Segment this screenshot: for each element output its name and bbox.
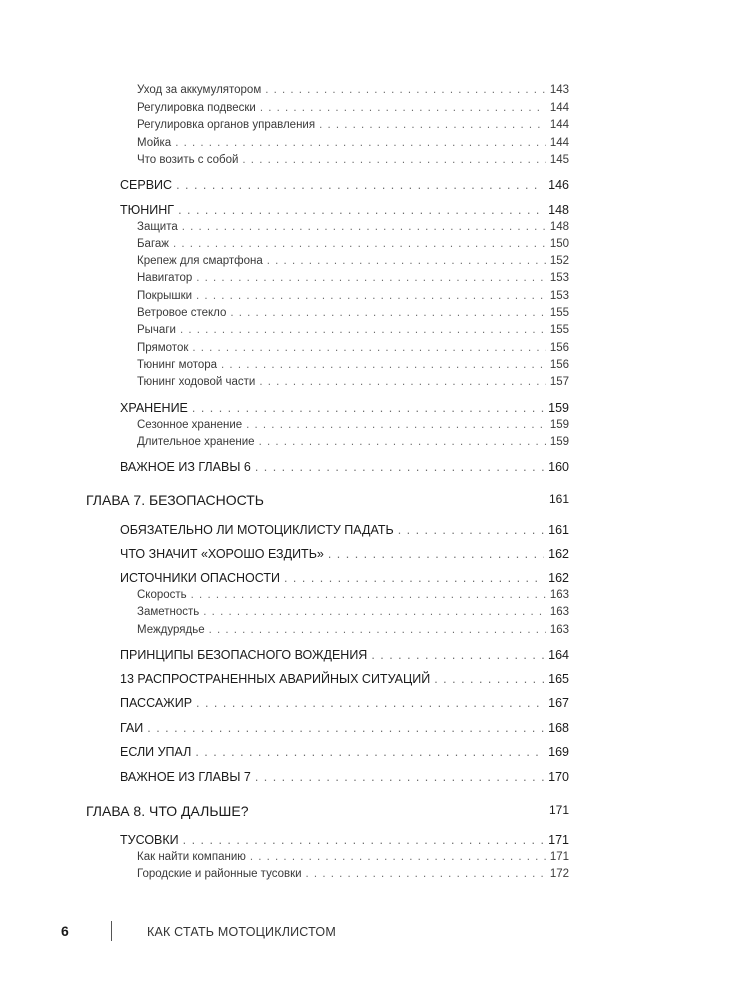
toc-entry[interactable] bbox=[137, 437, 569, 449]
toc-entry-title: Сезонное хранение bbox=[137, 419, 243, 431]
dot-leader bbox=[267, 256, 546, 268]
toc-entry-title: Длительное хранение bbox=[137, 436, 255, 448]
dot-leader bbox=[180, 325, 546, 337]
dot-leader bbox=[255, 461, 544, 474]
toc-section-page: 148 bbox=[548, 203, 569, 217]
toc-section[interactable] bbox=[120, 746, 569, 759]
toc-entry-title: Покрышки bbox=[137, 290, 193, 302]
toc-section[interactable] bbox=[120, 402, 569, 415]
toc-section-title: 13 РАСПРОСТРАНЕННЫХ АВАРИЙНЫХ СИТУАЦИЙ bbox=[120, 672, 431, 686]
toc-chapter[interactable] bbox=[86, 804, 569, 818]
toc-section-title: ТЮНИНГ bbox=[120, 203, 175, 217]
toc-entry[interactable] bbox=[137, 852, 569, 864]
toc-section[interactable] bbox=[120, 697, 569, 710]
toc-section-title: ЧТО ЗНАЧИТ «ХОРОШО ЕЗДИТЬ» bbox=[120, 547, 324, 561]
toc-entry[interactable] bbox=[137, 590, 569, 602]
toc-entry-page: 152 bbox=[549, 255, 569, 267]
dot-leader bbox=[175, 138, 546, 150]
dot-leader bbox=[398, 524, 544, 537]
page-number: 6 bbox=[61, 923, 69, 939]
dot-leader bbox=[192, 402, 544, 415]
toc-entry[interactable] bbox=[137, 343, 569, 355]
dot-leader bbox=[246, 420, 546, 432]
toc-section-title: ГАИ bbox=[120, 721, 144, 735]
toc-section-title: ЕСЛИ УПАЛ bbox=[120, 745, 192, 759]
toc-entry-page: 144 bbox=[549, 102, 569, 114]
toc-entry-title: Как найти компанию bbox=[137, 851, 246, 863]
toc-section[interactable] bbox=[120, 572, 569, 585]
toc-entry[interactable] bbox=[137, 869, 569, 881]
toc-entry[interactable] bbox=[137, 291, 569, 303]
toc-entry-page: 150 bbox=[549, 238, 569, 250]
dot-leader bbox=[319, 120, 546, 132]
dot-leader bbox=[260, 103, 546, 115]
toc-entry-page: 148 bbox=[549, 221, 569, 233]
toc-section[interactable] bbox=[120, 834, 569, 847]
toc-entry-page: 159 bbox=[549, 436, 569, 448]
toc-entry-page: 143 bbox=[549, 84, 569, 96]
dot-leader bbox=[196, 273, 546, 285]
toc-section-title: ИСТОЧНИКИ ОПАСНОСТИ bbox=[120, 571, 280, 585]
toc-section-title: ТУСОВКИ bbox=[120, 833, 179, 847]
toc-chapter[interactable] bbox=[86, 493, 569, 507]
toc-entry[interactable] bbox=[137, 222, 569, 234]
toc-entry-page: 171 bbox=[549, 851, 569, 863]
toc-entry[interactable] bbox=[137, 85, 569, 97]
toc-section-page: 169 bbox=[548, 745, 569, 759]
dot-leader bbox=[203, 607, 546, 619]
toc-section-page: 161 bbox=[548, 523, 569, 537]
dot-leader bbox=[250, 852, 546, 864]
dot-leader bbox=[221, 360, 546, 372]
toc-entry[interactable] bbox=[137, 625, 569, 637]
toc-entry-page: 163 bbox=[549, 606, 569, 618]
dot-leader bbox=[242, 155, 545, 167]
toc-entry-page: 145 bbox=[549, 154, 569, 166]
toc-entry-title: Междурядье bbox=[137, 624, 205, 636]
toc-section[interactable] bbox=[120, 524, 569, 537]
toc-entry-title: Уход за аккумулятором bbox=[137, 84, 262, 96]
toc-entry-title: Скорость bbox=[137, 589, 187, 601]
toc-entry-title: Рычаги bbox=[137, 324, 176, 336]
toc-section-title: СЕРВИС bbox=[120, 178, 173, 192]
toc-section-page: 171 bbox=[548, 833, 569, 847]
dot-leader bbox=[195, 746, 544, 759]
dot-leader bbox=[192, 343, 545, 355]
dot-leader bbox=[182, 222, 546, 234]
dot-leader bbox=[255, 771, 544, 784]
dot-leader bbox=[178, 204, 544, 217]
toc-section[interactable] bbox=[120, 673, 569, 686]
toc-section-page: 170 bbox=[548, 770, 569, 784]
toc-entry[interactable] bbox=[137, 360, 569, 372]
toc-section-page: 160 bbox=[548, 460, 569, 474]
dot-leader bbox=[147, 722, 544, 735]
dot-leader bbox=[434, 673, 544, 686]
toc-chapter-page: 161 bbox=[548, 492, 569, 506]
dot-leader bbox=[306, 869, 546, 881]
toc-entry-title: Что возить с собой bbox=[137, 154, 239, 166]
toc-entry-page: 155 bbox=[549, 307, 569, 319]
toc-entry-title: Крепеж для смартфона bbox=[137, 255, 263, 267]
toc-entry-title: Мойка bbox=[137, 137, 172, 149]
toc-section-title: ВАЖНОЕ ИЗ ГЛАВЫ 6 bbox=[120, 460, 251, 474]
toc-entry[interactable] bbox=[137, 273, 569, 285]
toc-entry[interactable] bbox=[137, 325, 569, 337]
toc-section-page: 167 bbox=[548, 696, 569, 710]
toc-entry-title: Регулировка органов управления bbox=[137, 119, 316, 131]
dot-leader bbox=[371, 649, 544, 662]
toc-entry-page: 157 bbox=[549, 376, 569, 388]
toc-section-page: 162 bbox=[548, 547, 569, 561]
toc-entry[interactable] bbox=[137, 420, 569, 432]
toc-chapter-page: 171 bbox=[548, 803, 569, 817]
toc-entry[interactable] bbox=[137, 377, 569, 389]
dot-leader bbox=[284, 572, 544, 585]
dot-leader bbox=[230, 308, 545, 320]
toc-entry[interactable] bbox=[137, 103, 569, 115]
toc-entry-page: 144 bbox=[549, 119, 569, 131]
toc-section[interactable] bbox=[120, 548, 569, 561]
toc-entry-title: Тюнинг мотора bbox=[137, 359, 218, 371]
toc-section[interactable] bbox=[120, 722, 569, 735]
toc-entry-page: 155 bbox=[549, 324, 569, 336]
toc-entry-title: Тюнинг ходовой части bbox=[137, 376, 256, 388]
dot-leader bbox=[176, 179, 544, 192]
toc-entry-title: Ветровое стекло bbox=[137, 307, 227, 319]
toc-entry[interactable] bbox=[137, 120, 569, 132]
toc-section-title: ПРИНЦИПЫ БЕЗОПАСНОГО ВОЖДЕНИЯ bbox=[120, 648, 368, 662]
toc-entry[interactable] bbox=[137, 239, 569, 251]
toc-section-page: 165 bbox=[548, 672, 569, 686]
toc-entry-page: 159 bbox=[549, 419, 569, 431]
footer-divider bbox=[111, 921, 112, 941]
toc-entry-page: 163 bbox=[549, 624, 569, 636]
toc-section-page: 146 bbox=[548, 178, 569, 192]
toc-entry-title: Городские и районные тусовки bbox=[137, 868, 302, 880]
toc-chapter-title: ГЛАВА 8. ЧТО ДАЛЬШЕ? bbox=[86, 803, 249, 819]
toc-entry-page: 163 bbox=[549, 589, 569, 601]
dot-leader bbox=[209, 625, 546, 637]
toc-entry-title: Защита bbox=[137, 221, 178, 233]
toc-entry-page: 172 bbox=[549, 868, 569, 880]
toc-section-page: 168 bbox=[548, 721, 569, 735]
toc-entry-page: 156 bbox=[549, 359, 569, 371]
toc-section-page: 164 bbox=[548, 648, 569, 662]
dot-leader bbox=[191, 590, 546, 602]
dot-leader bbox=[328, 548, 544, 561]
toc-section[interactable] bbox=[120, 771, 569, 784]
toc-section-page: 162 bbox=[548, 571, 569, 585]
toc-entry[interactable] bbox=[137, 607, 569, 619]
dot-leader bbox=[196, 697, 544, 710]
toc-section[interactable] bbox=[120, 204, 569, 217]
dot-leader bbox=[173, 239, 546, 251]
toc-entry-page: 153 bbox=[549, 272, 569, 284]
toc-entry-page: 153 bbox=[549, 290, 569, 302]
dot-leader bbox=[259, 437, 546, 449]
toc-entry-title: Заметность bbox=[137, 606, 200, 618]
dot-leader bbox=[259, 377, 545, 389]
dot-leader bbox=[183, 834, 544, 847]
toc-entry[interactable] bbox=[137, 155, 569, 167]
toc-entry[interactable] bbox=[137, 256, 569, 268]
toc-entry-title: Багаж bbox=[137, 238, 169, 250]
dot-leader bbox=[265, 85, 546, 97]
toc-section-title: ПАССАЖИР bbox=[120, 696, 193, 710]
toc-entry[interactable] bbox=[137, 308, 569, 320]
toc-section-title: ХРАНЕНИЕ bbox=[120, 401, 188, 415]
toc-entry-title: Навигатор bbox=[137, 272, 193, 284]
dot-leader bbox=[196, 291, 546, 303]
toc-section[interactable] bbox=[120, 179, 569, 192]
toc-entry-title: Прямоток bbox=[137, 342, 189, 354]
toc-entry-page: 144 bbox=[549, 137, 569, 149]
toc-entry[interactable] bbox=[137, 138, 569, 150]
toc-section-title: ВАЖНОЕ ИЗ ГЛАВЫ 7 bbox=[120, 770, 251, 784]
toc-section[interactable] bbox=[120, 461, 569, 474]
toc-chapter-title: ГЛАВА 7. БЕЗОПАСНОСТЬ bbox=[86, 492, 264, 508]
toc-entry-title: Регулировка подвески bbox=[137, 102, 256, 114]
toc-section[interactable] bbox=[120, 649, 569, 662]
toc-entry-page: 156 bbox=[549, 342, 569, 354]
toc-section-title: ОБЯЗАТЕЛЬНО ЛИ МОТОЦИКЛИСТУ ПАДАТЬ bbox=[120, 523, 394, 537]
toc-section-page: 159 bbox=[548, 401, 569, 415]
running-footer-title: КАК СТАТЬ МОТОЦИКЛИСТОМ bbox=[147, 925, 336, 939]
